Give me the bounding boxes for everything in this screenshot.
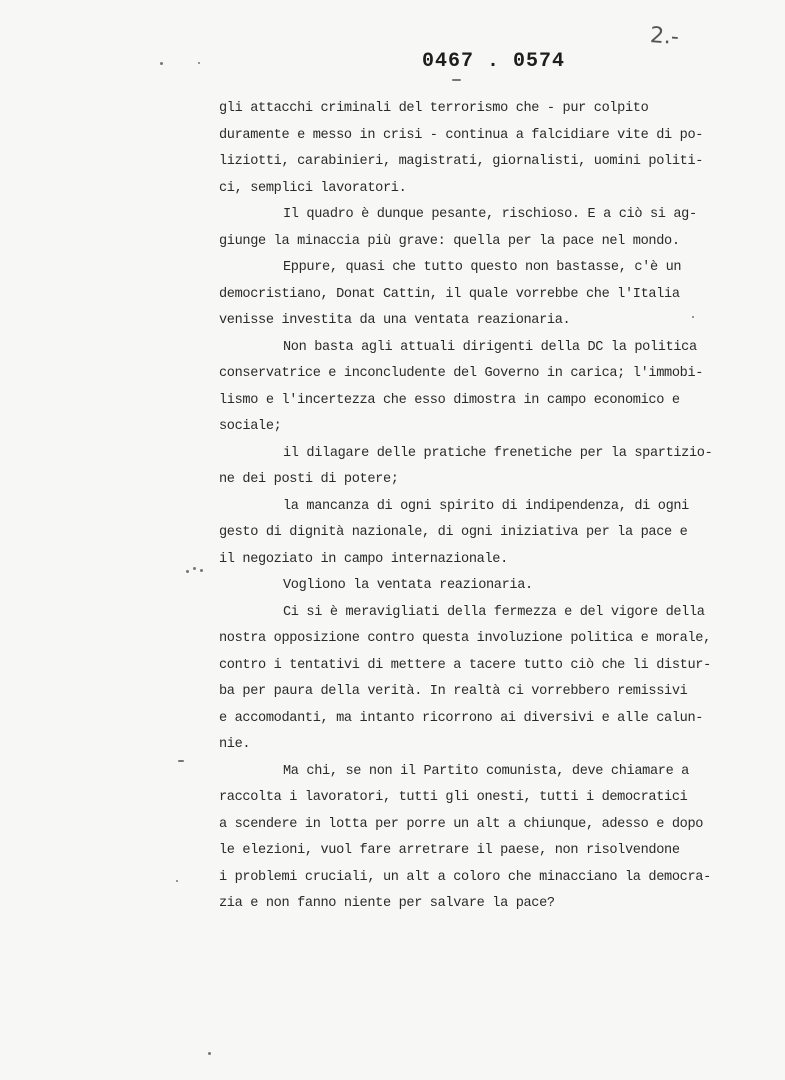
text-line: lismo e l'incertezza che esso dimostra in campo economico e	[219, 392, 680, 408]
scan-speck	[200, 569, 203, 572]
text-line: la mancanza di ogni spirito di indipendenza, di ogni	[283, 498, 689, 514]
typewritten-body	[219, 96, 719, 918]
scan-speck	[176, 880, 178, 882]
text-line: ba per paura della verità. In realtà ci vorrebbero remissivi	[219, 684, 688, 699]
handwritten-page-number: 2.-	[649, 23, 680, 50]
text-line: Vogliono la ventata reazionaria.	[283, 578, 533, 593]
text-line: giunge la minaccia più grave: quella per la pace nel mondo.	[219, 233, 680, 249]
scan-speck	[160, 62, 163, 65]
text-line: liziotti, carabinieri, magistrati, giornalisti, uomini politi-	[219, 154, 704, 169]
text-line: gli attacchi criminali del terrorismo che - pur colpito	[219, 101, 649, 116]
text-line: democristiano, Donat Cattin, il quale vorrebbe che l'Italia	[219, 286, 680, 302]
text-line: sociale;	[219, 419, 282, 434]
text-line: il negoziato in campo internazionale.	[219, 551, 508, 567]
text-line: i problemi cruciali, un alt a coloro che minacciano la democra-	[219, 869, 711, 885]
text-line: Ma chi, se non il Partito comunista, deve chiamare a	[283, 763, 689, 779]
text-line: nie.	[219, 737, 251, 752]
scan-speck	[452, 79, 461, 81]
text-line: nostra opposizione contro questa involuzione politica e morale,	[219, 631, 711, 646]
document-number-stamp: 0467 . 0574	[422, 50, 566, 73]
text-line: il dilagare delle pratiche frenetiche per la spartizio-	[283, 445, 713, 461]
text-line: conservatrice e inconcludente del Governo in carica; l'immobi-	[219, 366, 704, 381]
text-line: ne dei posti di potere;	[219, 472, 399, 487]
scan-speck	[198, 62, 200, 64]
text-line: Ci si è meravigliati della fermezza e del vigore della	[283, 604, 705, 620]
text-line: Eppure, quasi che tutto questo non bastasse, c'è un	[283, 260, 682, 275]
text-line: contro i tentativi di mettere a tacere tutto ciò che li distur-	[219, 657, 711, 673]
text-line: venisse investita da una ventata reazionaria.	[219, 313, 571, 328]
text-line: le elezioni, vuol fare arretrare il paese, non risolvendone	[219, 843, 680, 858]
scan-speck	[178, 760, 184, 762]
text-line: zia e non fanno niente per salvare la pace?	[219, 896, 555, 911]
scan-speck	[193, 567, 196, 570]
text-line: a scendere in lotta per porre un alt a chiunque, adesso e dopo	[219, 816, 704, 832]
text-line: ci, semplici lavoratori.	[219, 180, 407, 196]
scan-speck	[692, 316, 694, 318]
scan-speck	[208, 1052, 211, 1055]
text-line: Non basta agli attuali dirigenti della DC la politica	[283, 339, 697, 355]
text-line: gesto di dignità nazionale, di ogni iniziativa per la pace e	[219, 525, 688, 540]
scan-speck	[186, 570, 189, 573]
text-line: Il quadro è dunque pesante, rischioso. E a ciò si ag-	[283, 207, 697, 222]
text-line: duramente e messo in crisi - continua a falcidiare vite di po-	[219, 127, 704, 143]
text-line: e accomodanti, ma intanto ricorrono ai diversivi e alle calun-	[219, 710, 704, 726]
text-line: raccolta i lavoratori, tutti gli onesti, tutti i democratici	[219, 790, 688, 805]
